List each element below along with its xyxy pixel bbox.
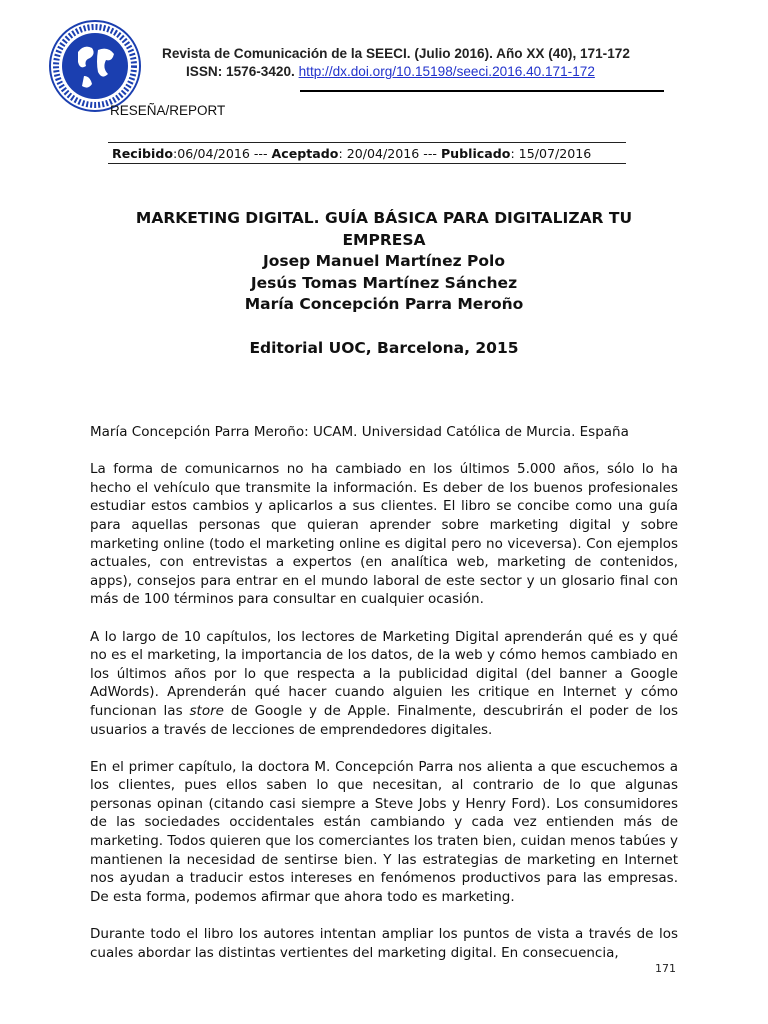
received-value: :06/04/2016 --- xyxy=(173,146,272,161)
publisher: Editorial UOC, Barcelona, 2015 xyxy=(249,338,519,357)
book-title-line1: MARKETING DIGITAL. GUÍA BÁSICA PARA DIGITALIZAR TU xyxy=(135,209,633,227)
book-title-line2: EMPRESA xyxy=(342,230,426,249)
author-name: Josep Manuel Martínez Polo xyxy=(262,252,505,270)
reviewer-name: María Concepción Parra Meroño: xyxy=(90,424,309,440)
paragraph: Durante todo el libro los autores intentan ampliar los puntos de vista a través de los cuales abordar las distintas vertientes del marketing digital. En consecuencia, xyxy=(90,926,678,961)
paragraph: En el primer capítulo, la doctora M. Concepción Parra nos alienta a que escuchemos a los clientes, pues ellos saben lo que necesitan, al contrario de lo que algunas personas opinan (citando casi siempre a Steve Jobs y Henry Ford). Los consumidores de las sociedades occidentales están cambiando y cada vez entienden más de marketing. Todos quieren que los comerciantes los traten bien, cuidan menos tabúes y mantienen la necesidad de sentirse bien. Y las estrategias de marketing en Internet nos ayudan a traducir estos intereses en fenómenos productivos para las empresas. De esta forma, podemos afirmar que ahora todo es marketing. xyxy=(90,758,678,905)
header-divider xyxy=(300,90,664,92)
title-block xyxy=(100,208,668,359)
dates-bar xyxy=(108,142,626,164)
reviewer-institution: UCAM. Universidad Católica de Murcia. España xyxy=(308,424,629,440)
reviewer-affiliation xyxy=(90,423,678,442)
issn-line xyxy=(186,62,706,81)
paragraph: La forma de comunicarnos no ha cambiado en los últimos 5.000 años, sólo lo ha hecho el vehículo que transmite la información. Es deber de los buenos profesionales estudiar estos cambios y aplicarlos a sus clientes. El libro se concibe como una guía para aquellas personas que quieran aprender sobre marketing digital y sobre marketing online (todo el marketing online es digital pero no viceversa). Con ejemplos actuales, con entrevistas a expertos (en analítica web, marketing de contenidos, apps), consejos para entrar en el mundo laboral de este sector y un glosario final con más de 100 términos para consultar en cualquier ocasión. xyxy=(90,461,678,608)
issn-label: ISSN: 1576-3420. xyxy=(186,64,295,79)
article-body xyxy=(90,423,678,981)
accepted-value: : 20/04/2016 --- xyxy=(338,146,441,161)
published-value: : 15/07/2016 xyxy=(510,146,592,161)
author-name: Jesús Tomas Martínez Sánchez xyxy=(250,273,518,292)
accepted-label: Aceptado xyxy=(271,146,339,161)
published-label: Publicado xyxy=(440,146,511,161)
journal-citation: Revista de Comunicación de la SEECI. (Julio 2016). Año XX (40), 171-172 xyxy=(162,46,630,61)
italic-term: store xyxy=(189,702,224,719)
page-number: 171 xyxy=(655,962,676,975)
journal-logo xyxy=(48,20,142,112)
doi-link[interactable]: http://dx.doi.org/10.15198/seeci.2016.40.171-172 xyxy=(298,64,595,79)
received-label: Recibido xyxy=(112,146,174,161)
paragraph: A lo largo de 10 capítulos, los lectores de Marketing Digital aprenderán qué es y qué no es el marketing, la importancia de los datos, de la web y cómo hemos cambiado en los últimos años por lo que respecta a la publicidad digital (del banner a Google AdWords). Aprenderán qué hacer cuando alguien les critique en Internet y cómo funcionan las store de Google y de Apple. Finalmente, descubrirán el poder de los usuarios a través de lecciones de emprendedores digitales. xyxy=(90,628,679,738)
section-label: RESEÑA/REPORT xyxy=(110,103,226,118)
author-name: María Concepción Parra Meroño xyxy=(244,295,524,313)
